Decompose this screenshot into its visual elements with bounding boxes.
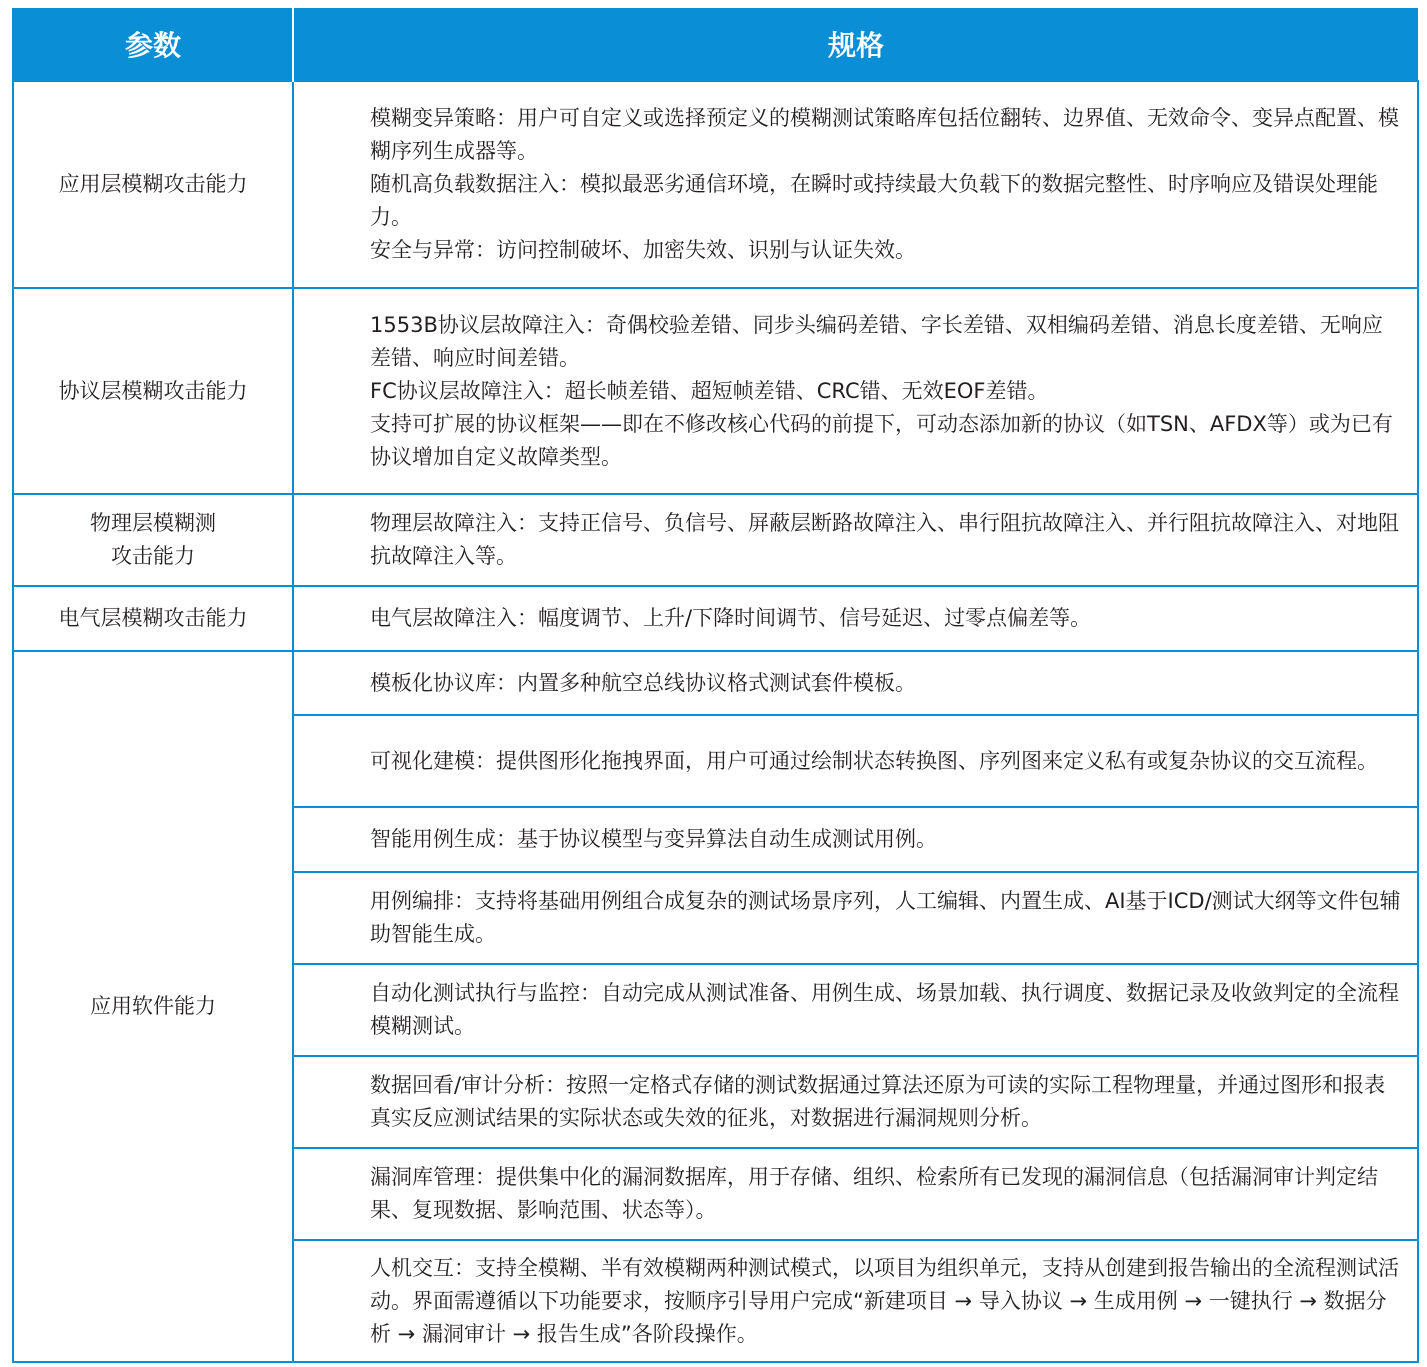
table-row bbox=[13, 288, 1418, 494]
spec-line: 1553B协议层故障注入：奇偶校验差错、同步头编码差错、字长差错、双相编码差错、消息长度差错、无响应差错、响应时间差错。 bbox=[370, 312, 1383, 370]
spec-line: 模糊变异策略：用户可自定义或选择预定义的模糊测试策略库包括位翻转、边界值、无效命令、变异点配置、模糊序列生成器等。 bbox=[370, 106, 1399, 163]
software-row bbox=[13, 651, 1418, 715]
row-spec bbox=[293, 81, 1418, 288]
software-item: 漏洞库管理：提供集中化的漏洞数据库，用于存储、组织、检索所有已发现的漏洞信息（包括漏洞审计判定结果、复现数据、影响范围、状态等）。 bbox=[293, 1148, 1418, 1240]
table-row bbox=[13, 586, 1418, 651]
table-row bbox=[13, 81, 1418, 288]
software-item: 数据回看/审计分析：按照一定格式存储的测试数据通过算法还原为可读的实际工程物理量，并通过图形和报表真实反应测试结果的实际状态或失效的征兆，对数据进行漏洞规则分析。 bbox=[293, 1056, 1418, 1148]
row-param: 应用层模糊攻击能力 bbox=[13, 81, 293, 288]
table-row bbox=[13, 494, 1418, 586]
header-spec: 规格 bbox=[293, 8, 1418, 81]
param-line: 物理层模糊测 bbox=[90, 511, 216, 535]
row-spec bbox=[293, 586, 1418, 651]
row-param: 协议层模糊攻击能力 bbox=[13, 288, 293, 494]
row-param bbox=[13, 494, 293, 586]
table-header-row bbox=[13, 8, 1418, 81]
spec-line: 支持可扩展的协议框架——即在不修改核心代码的前提下，可动态添加新的协议（如TSN、AFDX等）或为已有协议增加自定义故障类型。 bbox=[370, 411, 1393, 469]
row-spec bbox=[293, 288, 1418, 494]
software-item: 可视化建模：提供图形化拖拽界面，用户可通过绘制状态转换图、序列图来定义私有或复杂协议的交互流程。 bbox=[293, 715, 1418, 807]
row-spec bbox=[293, 494, 1418, 586]
spec-line: 物理层故障注入：支持正信号、负信号、屏蔽层断路故障注入、串行阻抗故障注入、并行阻抗故障注入、对地阻抗故障注入等。 bbox=[370, 511, 1399, 568]
software-item: 人机交互：支持全模糊、半有效模糊两种测试模式，以项目为组织单元，支持从创建到报告输出的全流程测试活动。界面需遵循以下功能要求，按顺序引导用户完成“新建项目 → 导入协议 → 生成用例 → 一键执行 → 数据分析 → 漏洞审计 → 报告生成”各阶段操作。 bbox=[293, 1240, 1418, 1362]
spec-line: 安全与异常：访问控制破坏、加密失效、识别与认证失效。 bbox=[370, 238, 916, 262]
param-line: 攻击能力 bbox=[111, 544, 195, 568]
header-param: 参数 bbox=[13, 8, 293, 81]
software-item: 模板化协议库：内置多种航空总线协议格式测试套件模板。 bbox=[293, 651, 1418, 715]
spec-table-container bbox=[12, 8, 1417, 1363]
software-item: 智能用例生成：基于协议模型与变异算法自动生成测试用例。 bbox=[293, 807, 1418, 872]
spec-line: 随机高负载数据注入：模拟最恶劣通信环境，在瞬时或持续最大负载下的数据完整性、时序响应及错误处理能力。 bbox=[370, 172, 1378, 229]
spec-line: FC协议层故障注入：超长帧差错、超短帧差错、CRC错、无效EOF差错。 bbox=[370, 378, 1049, 403]
software-param: 应用软件能力 bbox=[13, 651, 293, 1362]
software-item: 用例编排：支持将基础用例组合成复杂的测试场景序列，人工编辑、内置生成、AI基于ICD/测试大纲等文件包辅助智能生成。 bbox=[293, 872, 1418, 964]
row-param: 电气层模糊攻击能力 bbox=[13, 586, 293, 651]
spec-table bbox=[12, 8, 1419, 1363]
spec-line: 电气层故障注入：幅度调节、上升/下降时间调节、信号延迟、过零点偏差等。 bbox=[370, 606, 1092, 630]
software-item: 自动化测试执行与监控：自动完成从测试准备、用例生成、场景加载、执行调度、数据记录及收敛判定的全流程模糊测试。 bbox=[293, 964, 1418, 1056]
